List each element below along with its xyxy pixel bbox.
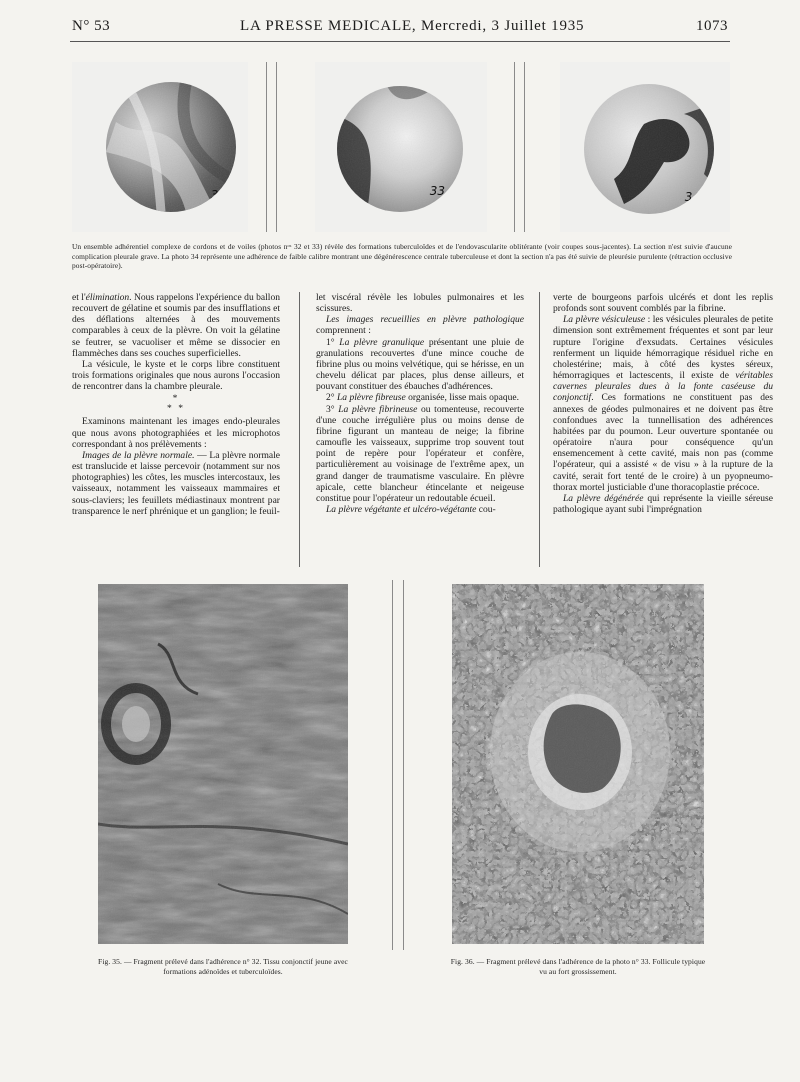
photo-divider <box>276 62 277 232</box>
paragraph: verte de bourgeons parfois ulcérés et dont les replis profonds sont souvent comblés par la fibrine. <box>553 292 773 315</box>
figure-divider <box>403 580 404 950</box>
paragraph: La vésicule, le kyste et le corps libre constituent trois formations originales que nous aurons l'occasion de rencontrer dans la chambre pleurale. <box>72 358 280 393</box>
paragraph: let viscéral révèle les lobules pulmonaires et les scissures. <box>316 292 524 315</box>
figure-caption-36: Fig. 36. — Fragment prélevé dans l'adhérence de la photo n° 33. Follicule typique vu au fort grossissement. <box>450 957 706 976</box>
text-column-1 <box>72 292 280 567</box>
paragraph: La plèvre dégénérée qui représente la vieille séreuse pathologique ayant subi l'imprégnation <box>553 492 773 515</box>
photo-divider <box>266 62 267 232</box>
micrograph-fig-35 <box>98 584 348 944</box>
column-separator <box>539 292 540 567</box>
endoscopic-photo-33 <box>315 62 487 232</box>
journal-title: LA PRESSE MEDICALE, Mercredi, 3 Juillet 1935 <box>240 18 585 34</box>
paragraph: La plèvre vésiculeuse : les vésicules pleurales de petite dimension sont extrêmement fréquentes et sont par leur rupture l'origine d'exsudats. Certaines vésicules renferment un liquide hémorragique résiduel riche en cholestérine; mais, à côté des kystes séreux, hémorragiques et lactescents, il existe de véritables cavernes pleurales dues à la fonte caséeuse du conjonctif. Ces formations ne constituent pas des annexes de géodes pulmonaires et ne doivent pas être confondues avec la tunnellisation des adhérences habitées par du poumon. Leur ouverture spontanée ou opératoire n'aura pour conséquence qu'un ensemencement à cette cavité, mais non pas (comme l'opérateur, qui a assisté « de visu » à la rupture de la cavité, serait fort tenté de le croire) à un pyopneumo-thorax mortel justiciable d'une thoracoplastie précoce. <box>553 314 773 493</box>
paragraph: La plèvre végétante et ulcéro-végétante cou- <box>326 503 496 515</box>
paragraph: Examinons maintenant les images endo-pleurales que nous avons photographiées et les microphotos correspondant à nos prélèvements : <box>72 416 280 450</box>
paragraph: Les images recueillies en plèvre pathologique comprennent : <box>316 314 524 337</box>
photo-label-34: 34 <box>684 190 700 204</box>
text-column-2 <box>316 292 524 567</box>
photo-divider <box>524 62 525 232</box>
issue-number: N° 53 <box>72 18 111 34</box>
paragraph: 3° La plèvre fibrineuse ou tomenteuse, recouverte d'une couche irrégulière plus ou moins dense de fibrine figurant un manteau de neige; la fibrine camoufle les vaisseaux, supprime trop souvent tout point de repère pour l'opérateur et confère, particulièrement au voisinage de l'extrême apex, un grand danger de traumatisme vasculaire. En plèvre apicale, cette blancheur étincelante et neigeuse constitue pour l'opérateur un redoutable écueil. <box>316 403 524 504</box>
figure-caption-35: Fig. 35. — Fragment prélevé dans l'adhérence n° 32. Tissu conjonctif jeune avec formations adénoïdes et tuberculoïdes. <box>98 957 348 976</box>
paragraph: 2° La plèvre fibreuse organisée, lisse mais opaque. <box>326 392 520 404</box>
page-number: 1073 <box>696 18 728 34</box>
micrograph-fig-36 <box>452 584 704 944</box>
paragraph: Images de la plèvre normale. — La plèvre normale est translucide et laisse percevoir (notamment sur nos photographies) les côtes, les muscles intercostaux, les vaisseaux, notamment les vaisseaux mammaires et sous-claviers; les feuillets médiastinaux montrent par transparence le nerf phrénique et un ganglion; le feuil- <box>72 449 280 517</box>
endoscopic-photo-34 <box>560 62 730 232</box>
photo-divider <box>514 62 515 232</box>
figure-divider <box>392 580 393 950</box>
endoscopic-photo-32 <box>72 62 248 232</box>
header-rule <box>70 41 730 42</box>
column-separator <box>299 292 300 567</box>
photo-label-32: 32 <box>210 188 226 202</box>
section-separator: * * * <box>167 393 185 415</box>
page-header <box>70 16 730 40</box>
photo-caption: Un ensemble adhérentiel complexe de cordons et de voiles (photos nᵒˢ 32 et 33) révèle des formations tuberculoïdes et de l'endovascularite oblitérante (voir coupes sous-jacentes). La section n'est suivie d'aucune complication pleurale grave. La photo 34 représente une adhérence de faible calibre montrant une dégénérescence centrale tuberculeuse et dont la section n'a pas été suivie de pleurésie purulente (rétraction occlusive post-opératoire). <box>72 242 732 271</box>
paragraph: et l'élimination. Nous rappelons l'expérience du ballon recouvert de gélatine et soumis par des insufflations et des déflations alternées à des mouvements comparables à ceux de la plèvre. On voit la gélatine se feutrer, se vacuoliser et même se dissocier en flammèches dans ses couches superficielles. <box>72 292 280 359</box>
text-column-3 <box>553 292 773 567</box>
paragraph: 1° La plèvre granulique présentant une pluie de granulations recouvertes d'une mince couche de fibrine plus ou moins velvétique, qui se hérisse, en un chevelu délicat par places, plus dense ailleurs, et pouvant constituer des ébauches d'adhérences. <box>316 336 524 393</box>
photo-label-33: 33 <box>429 184 445 198</box>
